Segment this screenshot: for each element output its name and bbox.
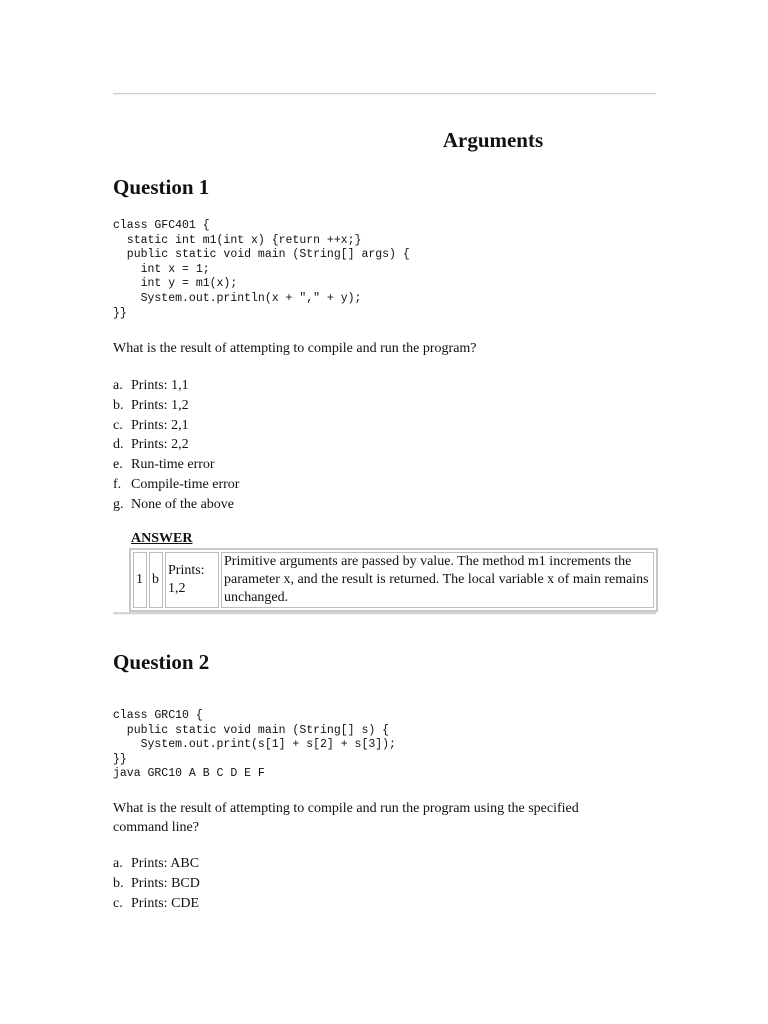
answer-row bbox=[133, 552, 654, 608]
option-letter: c. bbox=[113, 417, 123, 433]
question-1-prompt: What is the result of attempting to compile and run the program? bbox=[113, 341, 477, 356]
option-text: Prints: 2,1 bbox=[131, 417, 189, 433]
option-text: None of the above bbox=[131, 496, 235, 512]
option-g bbox=[113, 495, 239, 515]
page-title: Arguments bbox=[442, 128, 544, 152]
question-1-options bbox=[113, 376, 239, 515]
option-f bbox=[113, 475, 239, 495]
option-text: Run-time error bbox=[131, 457, 215, 473]
option-d bbox=[113, 435, 239, 455]
section-divider bbox=[113, 612, 656, 615]
option-text: Prints: ABC bbox=[131, 856, 200, 871]
option-letter: a. bbox=[113, 856, 123, 871]
option-letter: g. bbox=[113, 496, 124, 512]
question-1-code: class GFC401 { static int m1(int x) {return ++x;} public static void main (String[] args) { int x = 1; int y = m1(x); System.out.println(x + "," + y); }} bbox=[113, 219, 410, 320]
answer-result: Prints: 1,2 bbox=[165, 552, 219, 608]
option-c bbox=[113, 416, 239, 436]
option-b bbox=[113, 396, 239, 416]
question-2-code: class GRC10 { public static void main (String[] s) { System.out.print(s[1] + s[2] + s[3]); }} java GRC10 A B C D E F bbox=[113, 709, 396, 781]
option-text: Prints: 1,1 bbox=[131, 378, 189, 393]
option-letter: b. bbox=[113, 875, 124, 891]
option-letter: b. bbox=[113, 397, 124, 413]
option-letter: c. bbox=[113, 895, 123, 911]
question-2-options bbox=[113, 854, 200, 913]
option-a bbox=[113, 854, 200, 874]
top-divider bbox=[113, 93, 656, 95]
option-text: Compile-time error bbox=[131, 476, 240, 492]
option-c bbox=[113, 894, 200, 914]
answer-table bbox=[129, 548, 658, 612]
option-text: Prints: CDE bbox=[131, 895, 200, 911]
option-b bbox=[113, 874, 200, 894]
answer-number: 1 bbox=[133, 552, 147, 608]
answer-letter: b bbox=[149, 552, 163, 608]
answer-explanation: Primitive arguments are passed by value. The method m1 increments the parameter x, and the result is returned. The local variable x of main remains unchanged. bbox=[221, 552, 654, 608]
question-2-prompt: What is the result of attempting to compile and run the program using the specified command line? bbox=[113, 801, 579, 835]
option-text: Prints: 1,2 bbox=[131, 397, 189, 413]
option-e bbox=[113, 455, 239, 475]
question-2-heading: Question 2 bbox=[113, 650, 210, 674]
answer-label: ANSWER bbox=[131, 531, 193, 546]
option-letter: f. bbox=[113, 476, 122, 492]
option-letter: e. bbox=[113, 457, 123, 473]
option-letter: a. bbox=[113, 378, 123, 393]
option-text: Prints: 2,2 bbox=[131, 437, 189, 453]
option-letter: d. bbox=[113, 437, 124, 453]
option-text: Prints: BCD bbox=[131, 875, 200, 891]
question-1-heading: Question 1 bbox=[113, 175, 210, 199]
option-a bbox=[113, 376, 239, 396]
